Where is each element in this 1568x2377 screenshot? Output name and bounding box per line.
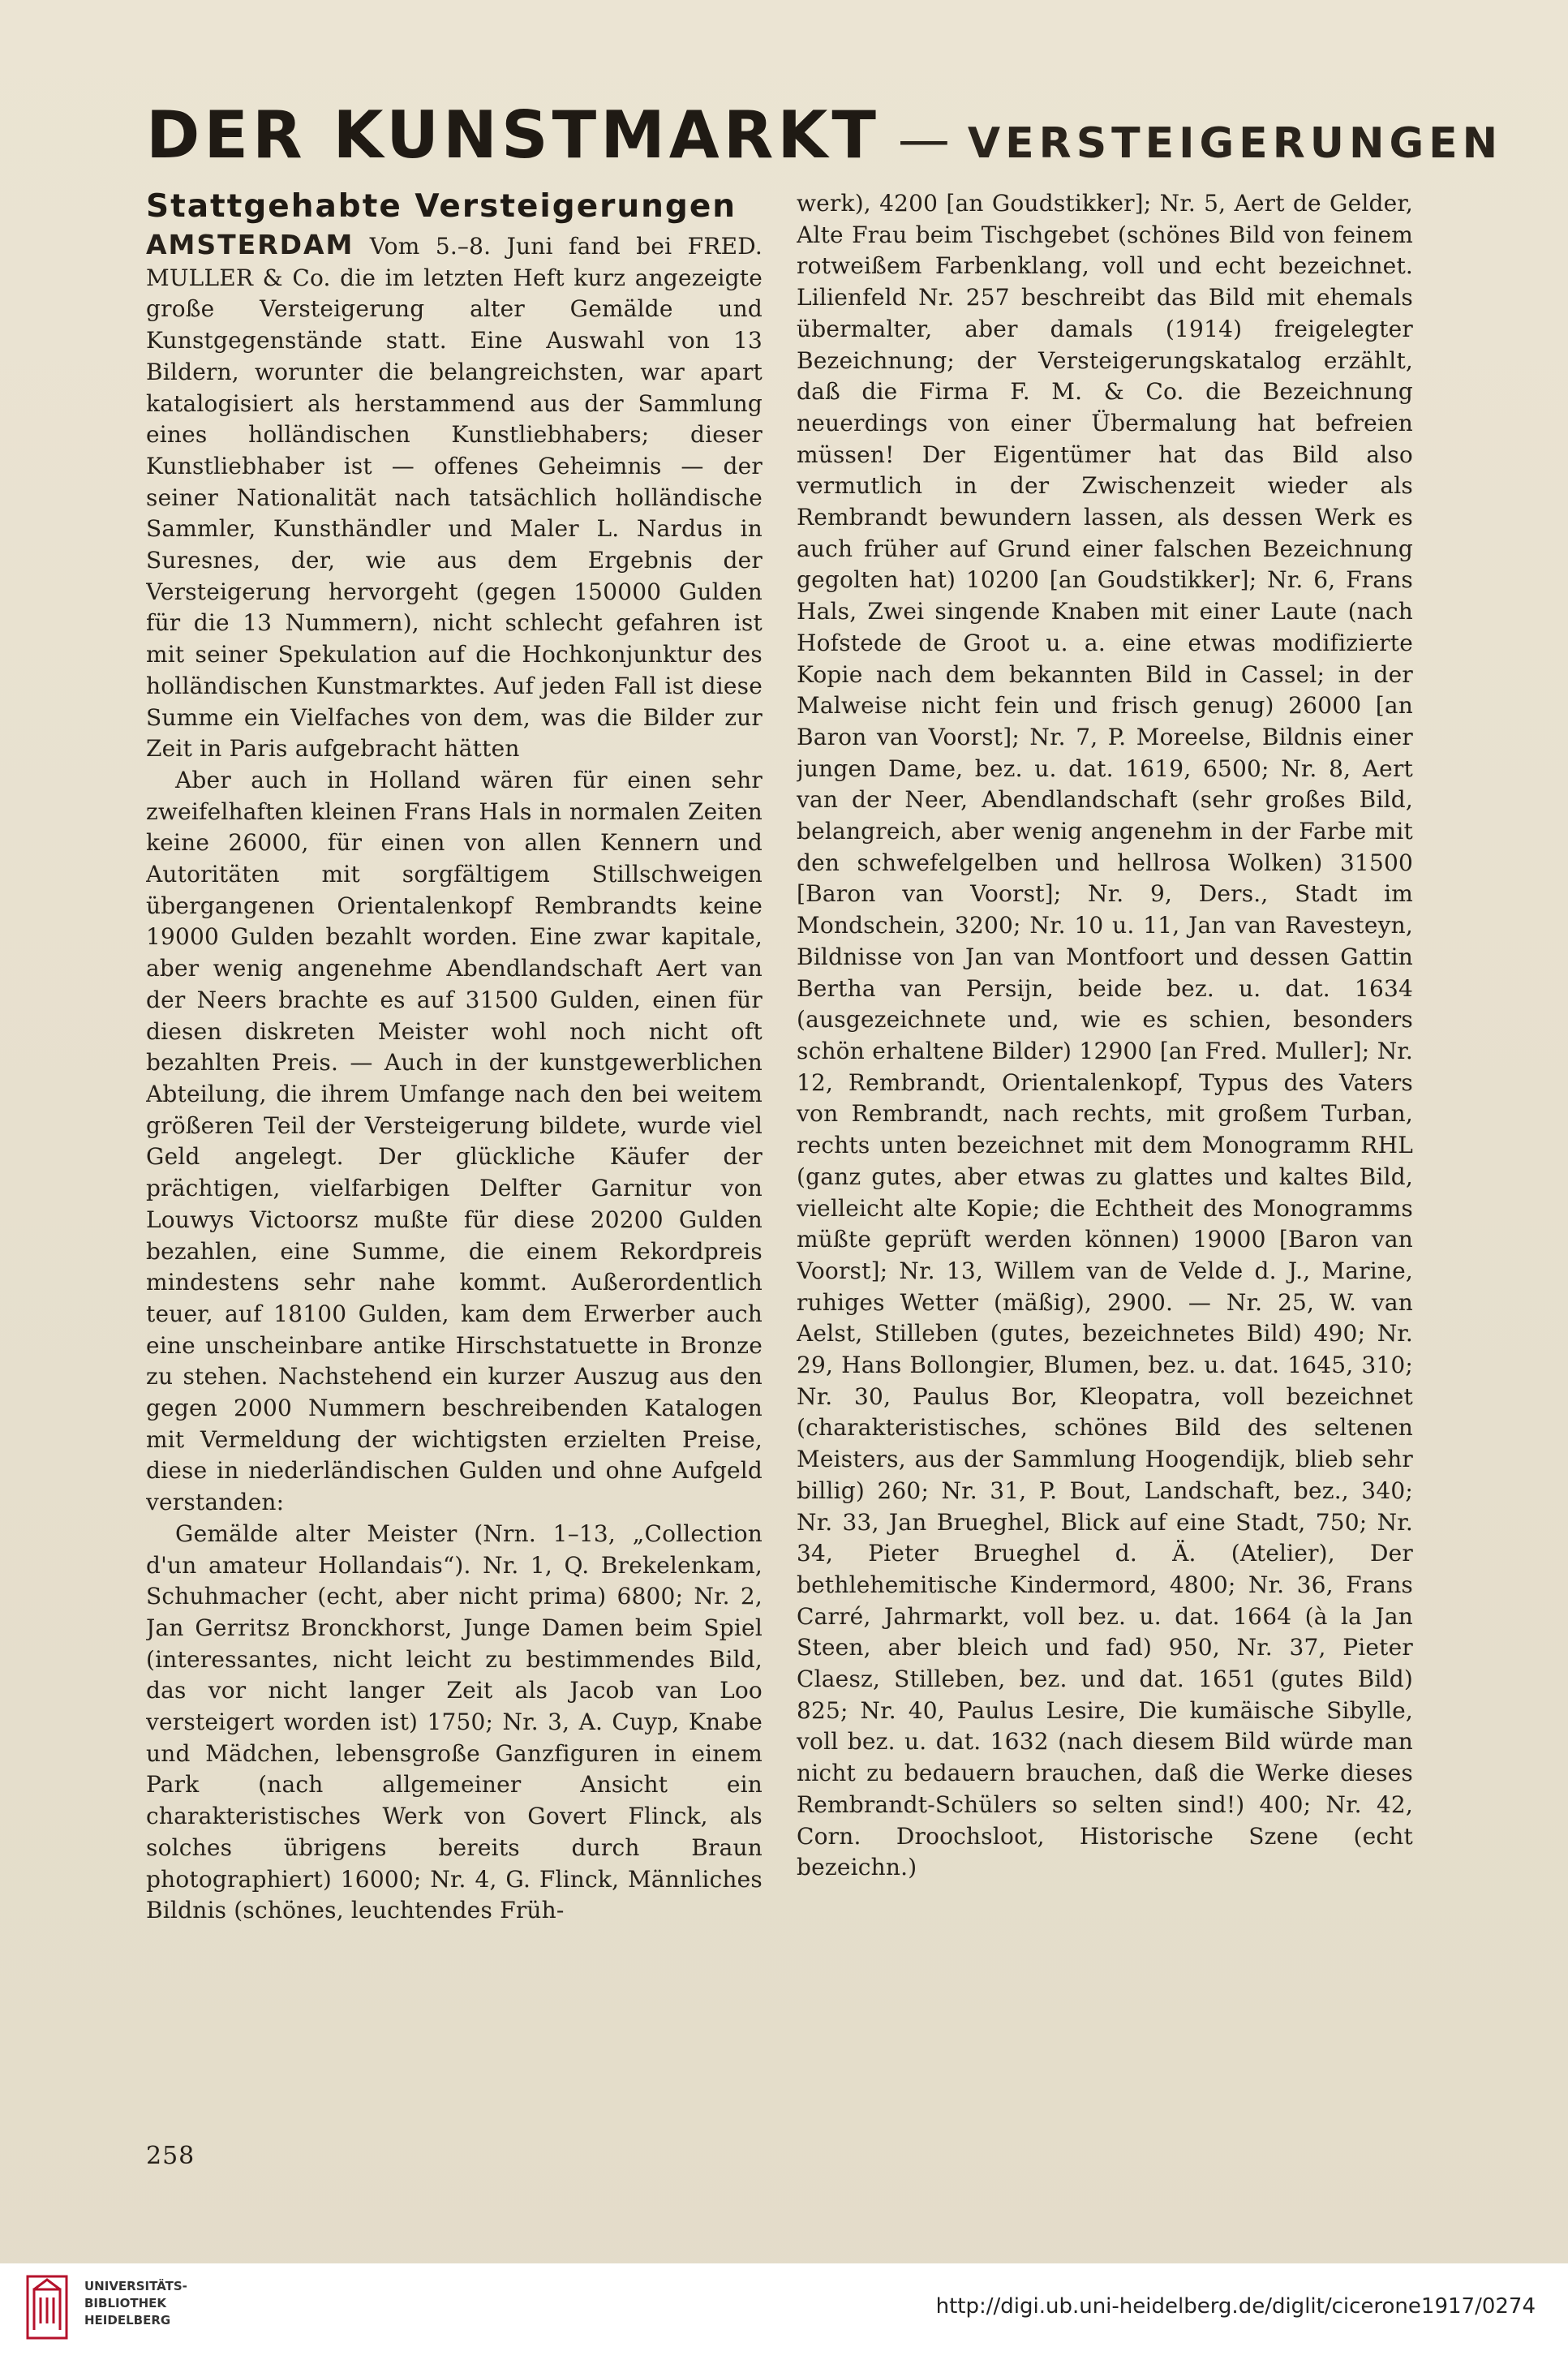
page-header: [146, 97, 1503, 187]
paragraph-auction-intro: [146, 230, 763, 765]
right-column: [797, 188, 1413, 2143]
library-name-line: BIBLIOTHEK: [84, 2296, 166, 2310]
place-name: AMSTERDAM: [146, 229, 354, 260]
paragraph-commentary: Aber auch in Holland wären für einen sehr zweifelhaften kleinen Frans Hals in normalen Zeiten keine 26000, für einen von allen Kennern und Autoritäten mit sorgfältigem Stillschweigen übergangenen Orientalenkopf Rembrandts keine 19000 Gulden bezahlt worden. Eine zwar kapitale, aber wenig angenehme Abendlandschaft Aert van der Neers brachte es auf 31500 Gulden, einen für diesen diskreten Meister wohl noch nicht oft bezahlten Preis. — Auch in der kunstgewerblichen Abteilung, die ihrem Umfange nach den bei weitem größeren Teil der Versteigerung bildete, wurde viel Geld angelegt. Der glückliche Käufer der prächtigen, vielfarbigen Delfter Garnitur von Louwys Victoorsz mußte für diese 20200 Gulden bezahlen, eine Summe, die einem Rekordpreis mindestens sehr nahe kommt. Außerordentlich teuer, auf 18100 Gulden, kam dem Erwerber auch eine unscheinbare antike Hirschstatuette in Bronze zu stehen. Nachstehend ein kurzer Auszug aus den gegen 2000 Nummern beschreibenden Katalogen mit Vermeldung der wichtigsten erzielten Preise, diese in niederländischen Gulden und ohne Aufgeld verstanden:: [146, 766, 763, 1516]
header-subtitle: VERSTEIGERUNGEN: [967, 119, 1503, 168]
library-name-line: HEIDELBERG: [84, 2313, 171, 2328]
paragraph-paintings-list: Gemälde alter Meister (Nrn. 1–13, „Collection d'un amateur Hollandais“). Nr. 1, Q. Brekelenkam, Schuhmacher (echt, aber nicht prima) 6800; Nr. 2, Jan Gerritsz Bronckhorst, Junge Damen beim Spiel (interessantes, nicht leicht zu bestimmendes Bild, das vor nicht langer Zeit als Jacob van Loo versteigert worden ist) 1750; Nr. 3, A. Cuyp, Knabe und Mädchen, lebensgroße Ganzfiguren in einem Park (nach allgemeiner Ansicht ein charakteristisches Werk von Govert Flinck, als solches übrigens bereits durch Braun photographiert) 16000; Nr. 4, G. Flinck, Männliches Bildnis (schönes, leuchtendes Früh-: [146, 1519, 763, 1924]
paragraph-paintings-list-continued: werk), 4200 [an Goudstikker]; Nr. 5, Aert de Gelder, Alte Frau beim Tischgebet (schönes Bild von feinem rotweißem Farbenklang, voll und echt bezeichnet. Lilienfeld Nr. 257 beschreibt das Bild mit ehemals übermalter, aber damals (1914) freigelegter Bezeichnung; der Versteigerungskatalog erzählt, daß die Firma F. M. & Co. die Bezeichnung neuerdings von einer Übermalung hat befreien müssen! Der Eigentümer hat das Bild also vermutlich in der Zwischenzeit wieder als Rembrandt bewundern lassen, als dessen Werk es auch früher auf Grund einer falschen Bezeichnung gegolten hat) 10200 [an Goudstikker]; Nr. 6, Frans Hals, Zwei singende Knaben mit einer Laute (nach Hofstede de Groot u. a. eine etwas modifizierte Kopie nach dem bekannten Bild in Cassel; in der Malweise nicht fein und frisch genug) 26000 [an Baron van Voorst]; Nr. 7, P. Moreelse, Bildnis einer jungen Dame, bez. u. dat. 1619, 6500; Nr. 8, Aert van der Neer, Abendlandschaft (sehr großes Bild, belangreich, aber wenig angenehm in der Farbe mit den schwefelgelben und hellrosa Wolken) 31500 [Baron van Voorst]; Nr. 9, Ders., Stadt im Mondschein, 3200; Nr. 10 u. 11, Jan van Ravesteyn, Bildnisse von Jan van Montfoort und dessen Gattin Bertha van Persijn, beide bez. u. dat. 1634 (ausgezeichnete und, wie es schien, besonders schön erhaltene Bilder) 12900 [an Fred. Muller]; Nr. 12, Rembrandt, Orientalenkopf, Typus des Vaters von Rembrandt, nach rechts, mit großem Turban, rechts unten bezeichnet mit dem Monogramm RHL (ganz gutes, aber etwas zu glattes und kaltes Bild, vielleicht alte Kopie; die Echtheit des Monogramms müßte geprüft werden können) 19000 [Baron van Voorst]; Nr. 13, Willem van de Velde d. J., Marine, ruhiges Wetter (mäßig), 2900. — Nr. 25, W. van Aelst, Stilleben (gutes, bezeichnetes Bild) 490; Nr. 29, Hans Bollongier, Blumen, bez. u. dat. 1645, 310; Nr. 30, Paulus Bor, Kleopatra, voll bezeichnet (charakteristisches, schönes Bild des seltenen Meisters, aus der Sammlung Hoogendijk, blieb sehr billig) 260; Nr. 31, P. Bout, Landschaft, bez., 340; Nr. 33, Jan Brueghel, Blick auf eine Stadt, 750; Nr. 34, Pieter Brueghel d. Ä. (Atelier), Der bethlehemitische Kindermord, 4800; Nr. 36, Frans Carré, Jahrmarkt, voll bez. u. dat. 1664 (à la Jan Steen, aber bleich und fad) 950, Nr. 37, Pieter Claesz, Stilleben, bez. und dat. 1651 (gutes Bild) 825; Nr. 40, Paulus Lesire, Die kumäische Sibylle, voll bez. u. dat. 1632 (nach diesem Bild würde man nicht zu bedauern brauchen, daß die Werke dieses Rembrandt-Schülers so selten sind!) 400; Nr. 42, Corn. Droochsloot, Historische Szene (echt bezeichn.): [797, 190, 1413, 1881]
page-number: 258: [146, 2142, 195, 2170]
header-title: DER KUNSTMARKT: [146, 97, 880, 173]
paragraph-text: Vom 5.–8. Juni fand bei FRED. MULLER & Co. die im letzten Heft kurz angezeigte große Versteigerung alter Gemälde und Kunstgegenstände statt. Eine Auswahl von 13 Bildern, worunter die belangreichsten, war apart katalogisiert als herstammend aus der Sammlung eines holländischen Kunstliebhabers; dieser Kunstliebhaber ist — offenes Geheimnis — der seiner Nationalität nach tatsächlich holländische Sammler, Kunsthändler und Maler L. Nardus in Suresnes, der, wie aus dem Ergebnis der Versteigerung hervorgeht (gegen 150000 Gulden für die 13 Nummern), nicht schlecht gefahren ist mit seiner Spekulation auf die Hochkonjunktur des holländischen Kunstmarktes. Auf jeden Fall ist diese Summe ein Vielfaches von dem, was die Bilder zur Zeit in Paris aufgebracht hätten: [146, 233, 763, 763]
digitization-footer: [0, 2263, 1568, 2377]
library-name-line: UNIVERSITÄTS-: [84, 2279, 187, 2293]
library-seal-icon: [23, 2273, 71, 2341]
library-name: [84, 2278, 187, 2329]
section-heading: Stattgehabte Versteigerungen: [146, 188, 737, 225]
left-column: [146, 188, 763, 2143]
source-url-link[interactable]: http://digi.ub.uni-heidelberg.de/diglit/cicerone1917/0274: [935, 2294, 1536, 2319]
header-dash: —: [897, 110, 950, 170]
